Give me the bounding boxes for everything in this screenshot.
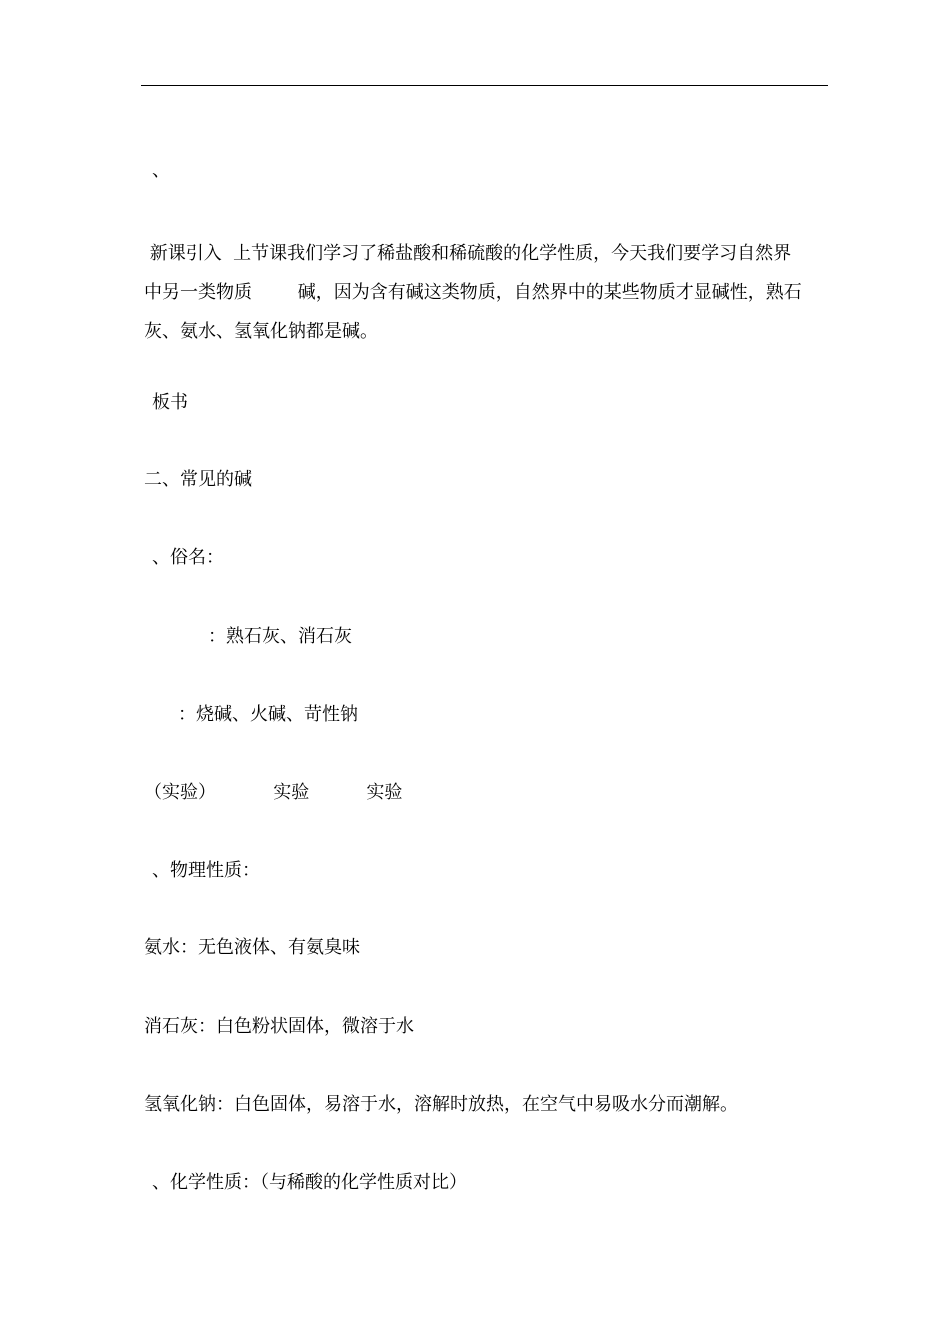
common-name-item-1: ：熟石灰、消石灰 [208, 626, 352, 647]
physical-property-slaked-lime: 消石灰：白色粉状固体，微溶于水 [144, 1016, 414, 1037]
physical-property-ammonia: 氨水：无色液体、有氨臭味 [144, 937, 360, 958]
intro-line-2: 中另一类物质 碱，因为含有碱这类物质，自然界中的某些物质才显碱性，熟石 [144, 282, 802, 303]
header-rule [141, 85, 828, 86]
experiments-line: （实验） 实验 实验 [144, 782, 403, 803]
physical-property-sodium-hydroxide: 氢氧化钠：白色固体，易溶于水，溶解时放热，在空气中易吸水分而潮解。 [144, 1094, 738, 1115]
board-label: 板书 [152, 392, 188, 413]
chemical-properties-heading: 、化学性质：（与稀酸的化学性质对比） [152, 1172, 467, 1193]
physical-properties-heading: 、物理性质： [152, 860, 260, 881]
intro-line-3: 灰、氨水、氢氧化钠都是碱。 [144, 321, 378, 342]
common-names-heading: 、俗名： [152, 547, 224, 568]
intro-paragraph [144, 234, 828, 351]
intro-line-1: 新课引入 上节课我们学习了稀盐酸和稀硫酸的化学性质，今天我们要学习自然界 [144, 243, 792, 264]
common-name-item-2: ：烧碱、火碱、苛性钠 [178, 704, 358, 725]
stray-mark: 、 [152, 160, 170, 181]
section-title: 二、常见的碱 [144, 469, 252, 490]
